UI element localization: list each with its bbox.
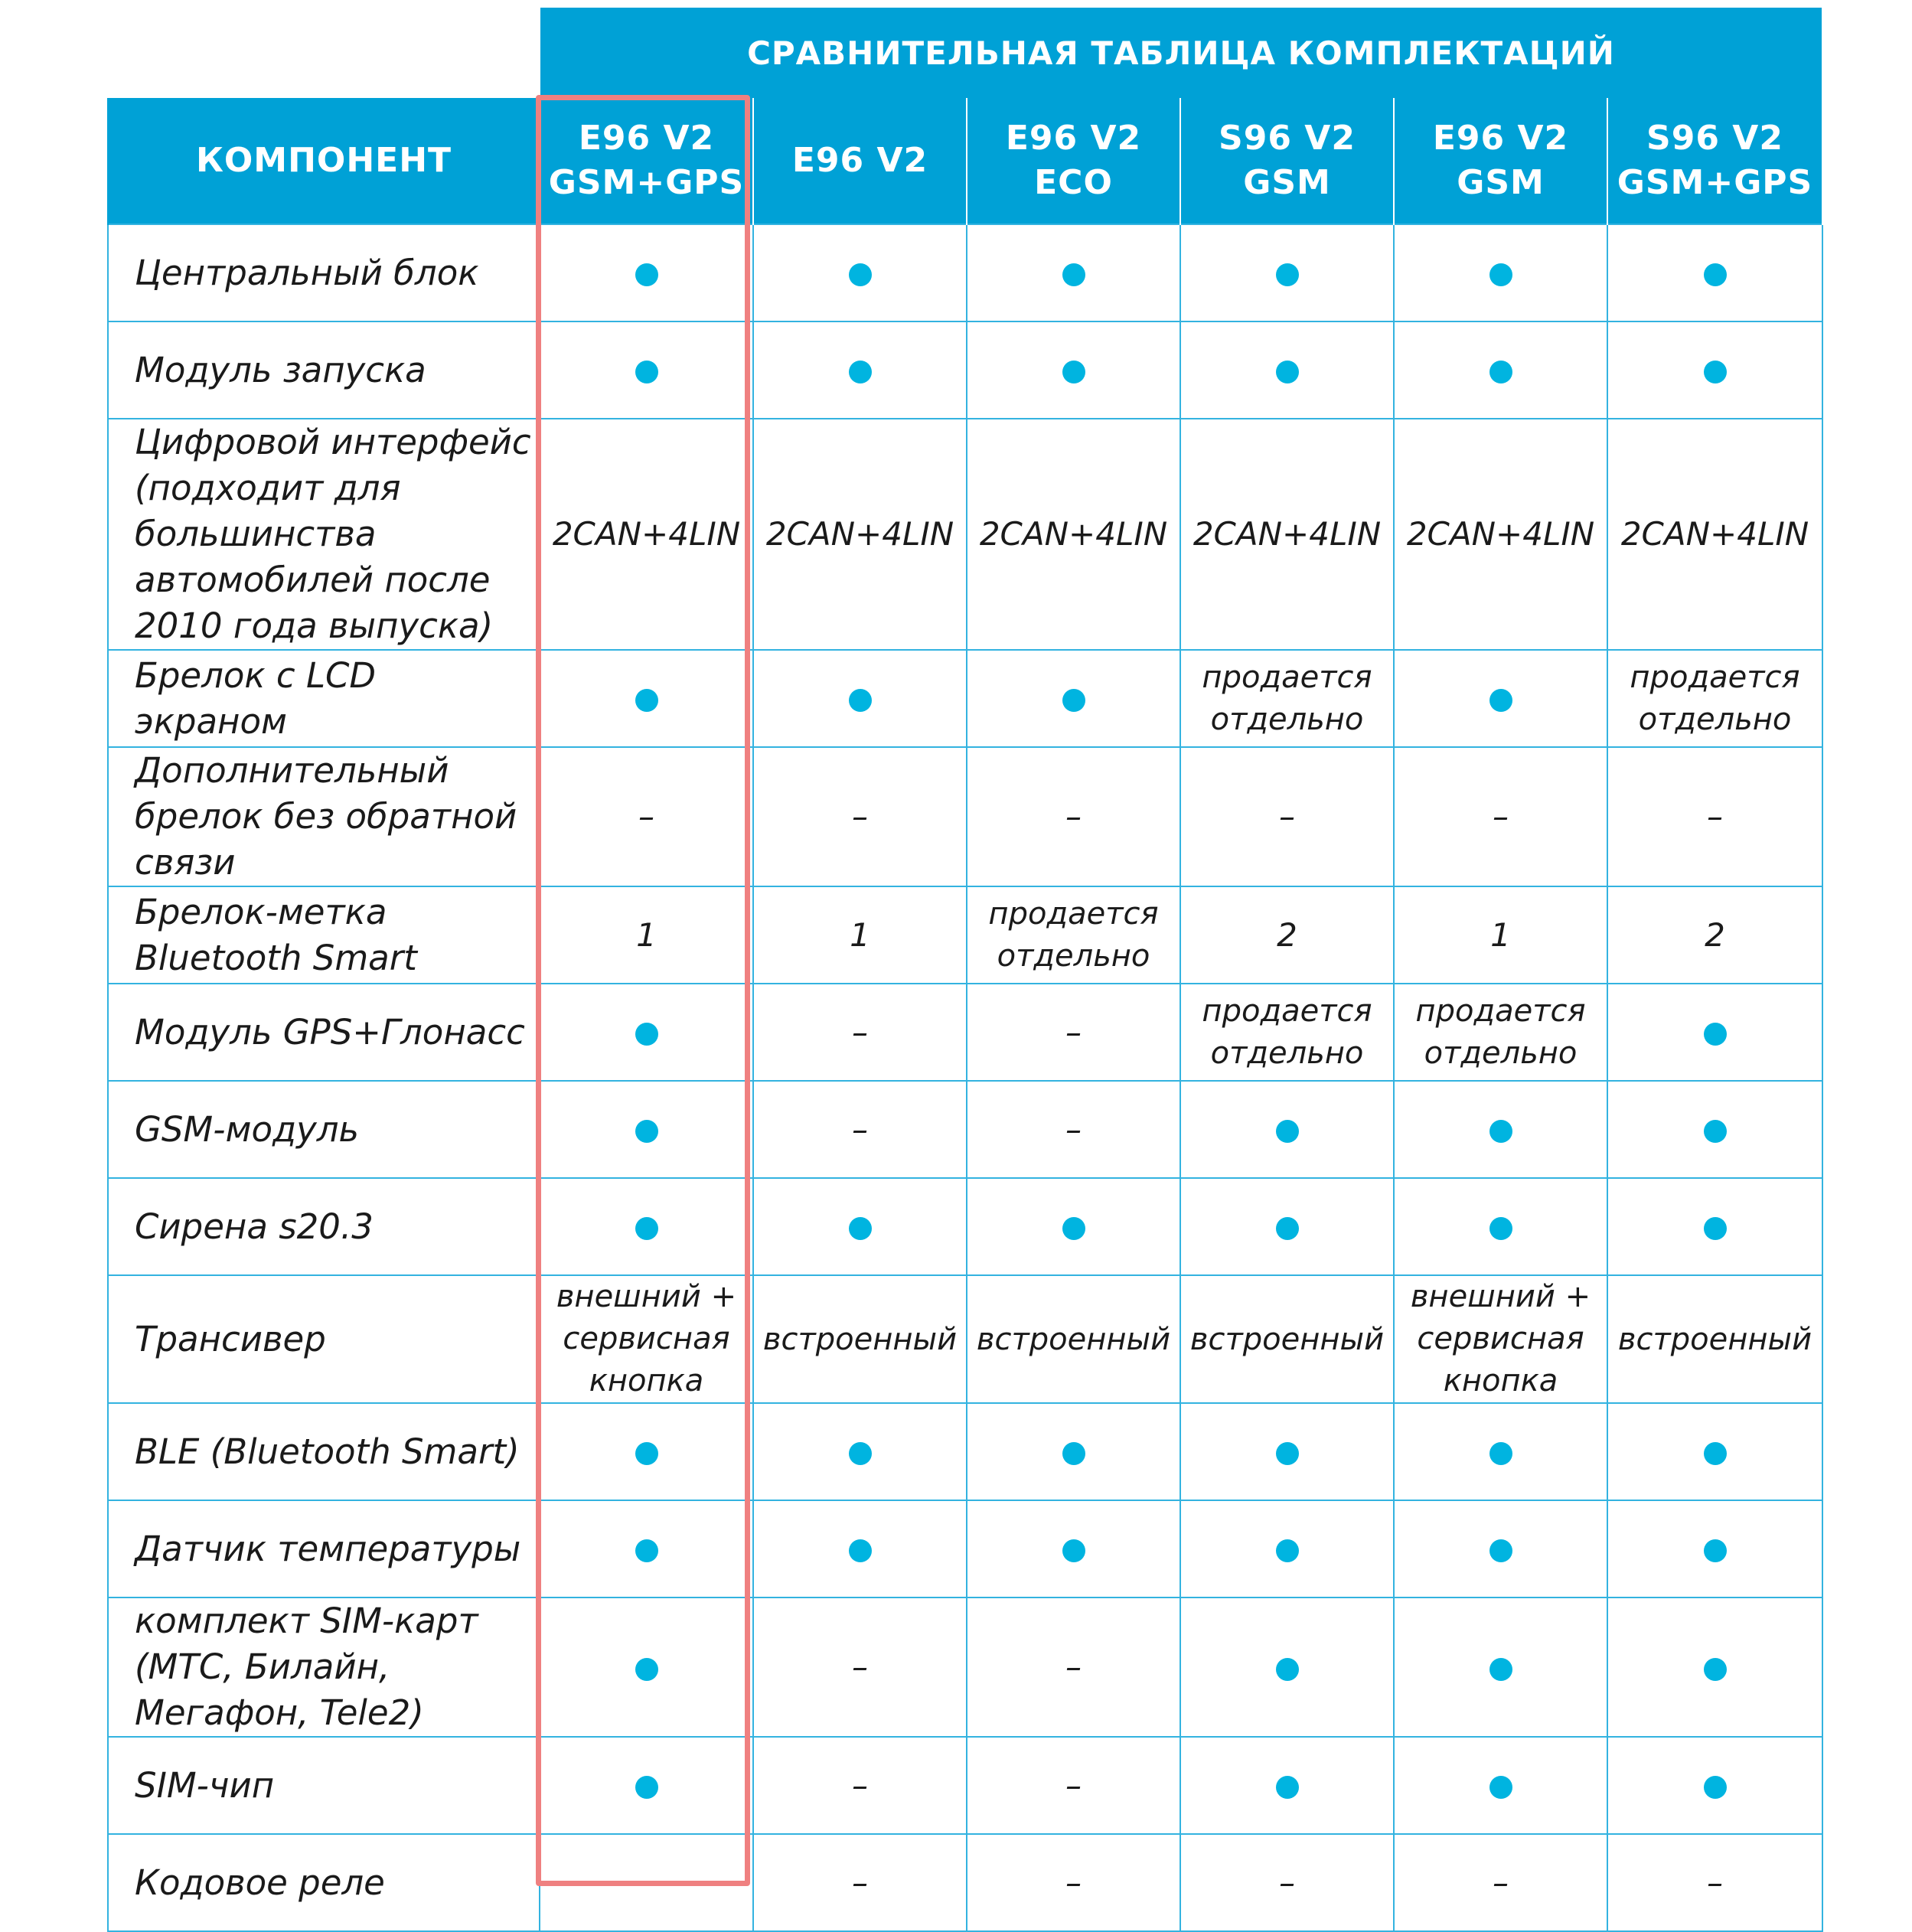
included-dot-icon [635,1776,658,1799]
included-dot-icon [1062,1442,1085,1465]
table-row [108,886,1822,984]
column-header-e96-v2: E96 V2 [753,98,967,224]
table-cell: 2CAN+4LIN [540,419,753,650]
table-cell: – [1394,1834,1607,1931]
table-cell [1394,1178,1607,1275]
table-cell: 2CAN+4LIN [1607,419,1822,650]
table-row [108,224,1822,321]
included-dot-icon [1062,689,1085,712]
table-cell: – [1180,1834,1394,1931]
table-row [108,1597,1822,1737]
table-cell [753,321,967,419]
table-row [108,419,1822,650]
table-cell: встроенный [753,1275,967,1403]
table-cell: 1 [540,886,753,984]
table-cell [1394,321,1607,419]
table-cell: внешний + сервисная кнопка [1394,1275,1607,1403]
included-dot-icon [1489,689,1512,712]
included-dot-icon [1704,1658,1727,1681]
row-label: Трансивер [108,1275,540,1403]
included-dot-icon [1704,1023,1727,1046]
row-label: Модуль запуска [108,321,540,419]
row-label: Датчик температуры [108,1500,540,1597]
column-header-s96-v2-gsm: S96 V2 GSM [1180,98,1394,224]
table-cell [540,1178,753,1275]
included-dot-icon [635,1442,658,1465]
table-cell: – [967,747,1180,886]
table-cell [1180,321,1394,419]
table-body [108,224,1822,1931]
column-header-e96-v2-gsm-gps: E96 V2 GSM+GPS [540,98,753,224]
table-cell [540,1737,753,1834]
table-cell [753,650,967,747]
table-cell [1180,1178,1394,1275]
table-cell: – [967,1597,1180,1737]
table-cell [1607,1500,1822,1597]
table-cell [540,321,753,419]
included-dot-icon [1704,1217,1727,1240]
included-dot-icon [1276,1120,1299,1143]
table-cell [1394,1500,1607,1597]
included-dot-icon [1489,1776,1512,1799]
table-cell: 2CAN+4LIN [967,419,1180,650]
table-cell: 2CAN+4LIN [1180,419,1394,650]
table-row [108,1178,1822,1275]
table-cell [967,224,1180,321]
table-cell [1394,1081,1607,1178]
table-cell [753,1500,967,1597]
table-cell: – [753,1737,967,1834]
table-cell [540,224,753,321]
table-cell: встроенный [1180,1275,1394,1403]
included-dot-icon [1062,361,1085,383]
table-cell [1607,1178,1822,1275]
included-dot-icon [1489,263,1512,286]
table-cell: продается отдельно [967,886,1180,984]
included-dot-icon [1062,1539,1085,1562]
included-dot-icon [635,1539,658,1562]
included-dot-icon [1704,1539,1727,1562]
row-label: Цифровой интерфейс (подходит для большинства автомобилей после 2010 года выпуска) [108,419,540,650]
table-cell [753,1403,967,1500]
table-cell [1607,1403,1822,1500]
table-cell [1607,224,1822,321]
table-cell [540,1403,753,1500]
included-dot-icon [1276,1776,1299,1799]
row-label: Сирена s20.3 [108,1178,540,1275]
table-cell [540,1081,753,1178]
comparison-table [107,98,1823,1932]
row-label: комплект SIM-карт (МТС, Билайн, Мегафон, Tele2) [108,1597,540,1737]
included-dot-icon [1062,1217,1085,1240]
table-cell [540,650,753,747]
included-dot-icon [635,263,658,286]
table-cell [1180,1403,1394,1500]
row-label: Кодовое реле [108,1834,540,1931]
included-dot-icon [1489,1658,1512,1681]
table-cell: – [753,747,967,886]
table-row [108,1737,1822,1834]
table-cell: – [1180,747,1394,886]
included-dot-icon [849,1442,872,1465]
included-dot-icon [1489,1539,1512,1562]
table-cell [1394,1403,1607,1500]
table-row [108,1275,1822,1403]
included-dot-icon [1704,263,1727,286]
included-dot-icon [635,1217,658,1240]
table-cell: – [1394,747,1607,886]
row-label: GSM-модуль [108,1081,540,1178]
column-header-component: КОМПОНЕНТ [108,98,540,224]
table-cell [540,1500,753,1597]
included-dot-icon [1489,1120,1512,1143]
included-dot-icon [1276,361,1299,383]
included-dot-icon [1704,361,1727,383]
included-dot-icon [849,263,872,286]
table-cell: 2 [1607,886,1822,984]
table-cell: – [1607,1834,1822,1931]
table-cell: – [967,1081,1180,1178]
included-dot-icon [849,689,872,712]
table-cell: продается отдельно [1180,650,1394,747]
table-row [108,747,1822,886]
table-cell [1180,1737,1394,1834]
table-cell [1607,1081,1822,1178]
table-cell [1180,1597,1394,1737]
table-cell: встроенный [1607,1275,1822,1403]
table-cell: продается отдельно [1607,650,1822,747]
included-dot-icon [1704,1120,1727,1143]
included-dot-icon [1489,1217,1512,1240]
table-row [108,1834,1822,1931]
table-cell [1180,1500,1394,1597]
table-cell [1394,1597,1607,1737]
included-dot-icon [849,1217,872,1240]
included-dot-icon [1489,1442,1512,1465]
table-row [108,321,1822,419]
included-dot-icon [1062,263,1085,286]
included-dot-icon [1276,1442,1299,1465]
table-cell: – [967,1737,1180,1834]
table-cell [753,224,967,321]
table-cell: внешний + сервисная кнопка [540,1275,753,1403]
included-dot-icon [849,1539,872,1562]
included-dot-icon [635,1023,658,1046]
row-label: Брелок-метка Bluetooth Smart [108,886,540,984]
row-label: BLE (Bluetooth Smart) [108,1403,540,1500]
table-title: СРАВНИТЕЛЬНАЯ ТАБЛИЦА КОМПЛЕКТАЦИЙ [540,8,1822,98]
table-cell: – [753,1834,967,1931]
table-cell [1394,650,1607,747]
row-label: Модуль GPS+Глонасс [108,984,540,1081]
included-dot-icon [1704,1442,1727,1465]
row-label: Брелок с LCD экраном [108,650,540,747]
table-cell: 2CAN+4LIN [753,419,967,650]
table-cell [753,1178,967,1275]
table-cell: продается отдельно [1180,984,1394,1081]
row-label: Центральный блок [108,224,540,321]
table-cell [967,650,1180,747]
table-cell [540,1597,753,1737]
included-dot-icon [635,1120,658,1143]
table-cell: – [1607,747,1822,886]
column-header-s96-v2-gsm-gps: S96 V2 GSM+GPS [1607,98,1822,224]
table-cell [1180,224,1394,321]
table-cell: 2 [1180,886,1394,984]
row-label: Дополнительный брелок без обратной связи [108,747,540,886]
table-cell [1394,1737,1607,1834]
included-dot-icon [1276,1658,1299,1681]
table-row [108,1081,1822,1178]
table-cell: – [967,984,1180,1081]
table-row [108,650,1822,747]
table-row [108,1500,1822,1597]
included-dot-icon [635,689,658,712]
table-cell: 1 [1394,886,1607,984]
table-cell: встроенный [967,1275,1180,1403]
table-cell [1607,1597,1822,1737]
table-cell: продается отдельно [1394,984,1607,1081]
table-cell [967,1178,1180,1275]
included-dot-icon [849,361,872,383]
table-cell [967,1403,1180,1500]
row-label: SIM-чип [108,1737,540,1834]
included-dot-icon [1276,1539,1299,1562]
column-header-e96-v2-eco: E96 V2 ECO [967,98,1180,224]
table-cell [1394,224,1607,321]
table-cell: 1 [753,886,967,984]
table-cell [540,984,753,1081]
included-dot-icon [635,1658,658,1681]
table-cell [1180,1081,1394,1178]
table-cell: 2CAN+4LIN [1394,419,1607,650]
table-cell: – [540,1834,753,1931]
table-cell [1607,1737,1822,1834]
table-row [108,1403,1822,1500]
included-dot-icon [635,361,658,383]
included-dot-icon [1276,263,1299,286]
table-cell [1607,984,1822,1081]
table-cell: – [753,1081,967,1178]
table-cell: – [540,747,753,886]
header-row [108,98,1822,224]
table-cell: – [967,1834,1180,1931]
table-cell [1607,321,1822,419]
table-cell [967,321,1180,419]
column-header-e96-v2-gsm: E96 V2 GSM [1394,98,1607,224]
included-dot-icon [1704,1776,1727,1799]
included-dot-icon [1489,361,1512,383]
table-cell: – [753,1597,967,1737]
table-cell [967,1500,1180,1597]
table-cell: – [753,984,967,1081]
included-dot-icon [1276,1217,1299,1240]
table-row [108,984,1822,1081]
